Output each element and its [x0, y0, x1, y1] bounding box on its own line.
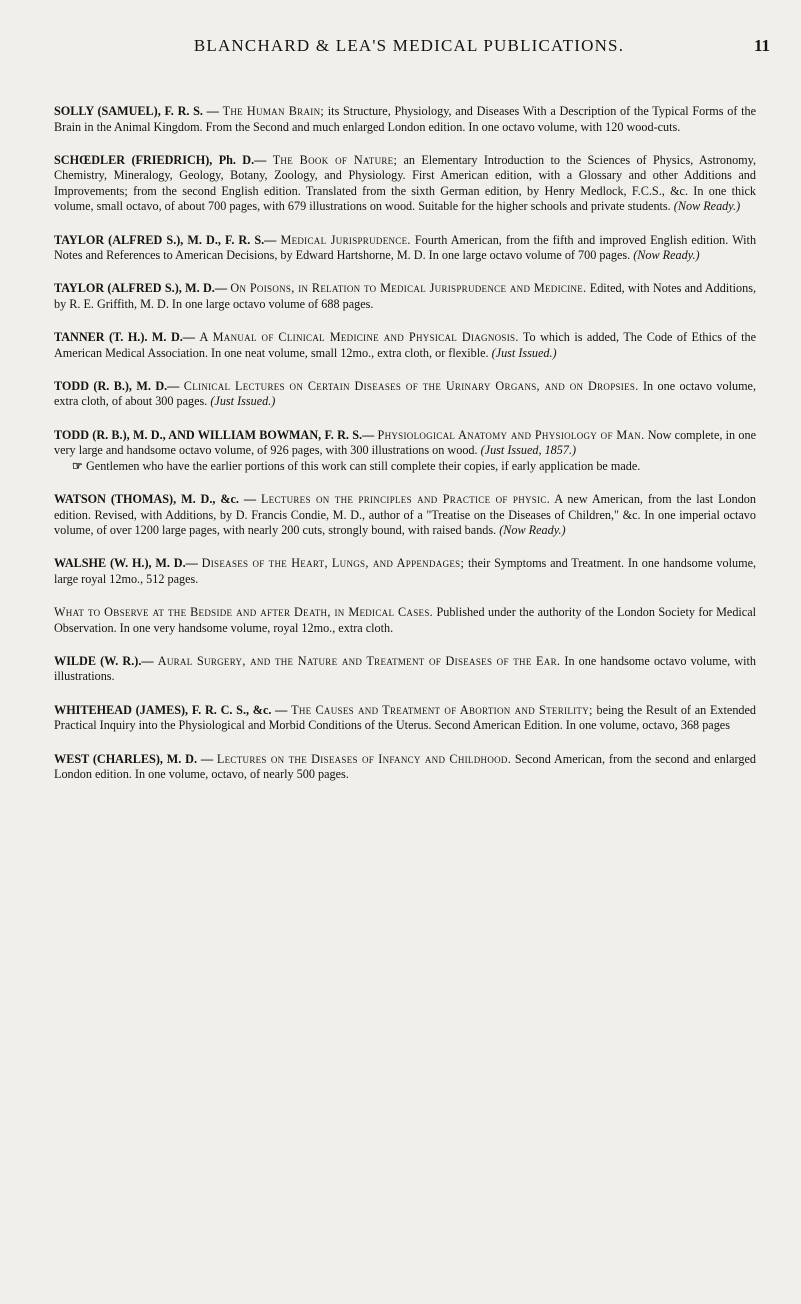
- entry-author: TODD (R. B.), M. D.—: [54, 379, 180, 394]
- entry-title: Lectures on the Diseases of Infancy and Childhood.: [216, 751, 512, 766]
- entry-status: (Now Ready.): [633, 248, 700, 263]
- entry-description: an Elementary Introduction to the Sciences of Physics, Astronomy, Chemistry, Mineralogy, Geology, Botany, Zoology, and Physiology. First American edition, with a Glossary and other Additions and Improvements; from the second English edition. Translated from the sixth German edition, by Henry Medlock, F.C.S., &c. In one thick volume, small octavo, of about 700 pages, with 679 illustrations on wood. Suitable for the higher schools and private students.: [54, 153, 757, 214]
- entry-description: To which is added, The Code of Ethics of the American Medical Association. In one neat volume, small 12mo., extra cloth, or flexible.: [54, 330, 756, 360]
- entry-description: Published under the authority of the London Society for Medical Observation. In one very handsome volume, royal 12mo., extra cloth.: [54, 605, 757, 635]
- entry-author: WALSHE (W. H.), M. D.—: [54, 556, 198, 571]
- catalogue-entry: [54, 233, 756, 264]
- catalogue-entry: [54, 654, 756, 685]
- entry-status: (Just Issued, 1857.): [480, 443, 577, 458]
- entry-status: (Just Issued.): [210, 394, 276, 409]
- catalogue-entries: [54, 92, 756, 800]
- catalogue-entry: [54, 379, 756, 410]
- entry-title: The Human Brain;: [222, 104, 325, 119]
- running-title: BLANCHARD & LEA'S MEDICAL PUBLICATIONS.: [193, 36, 625, 55]
- entry-description: Second American, from the second and enlarged London edition. In one volume, octavo, of nearly 500 pages.: [54, 751, 756, 781]
- page-header: [48, 34, 770, 60]
- entry-title: On Poisons, in Relation to Medical Jurisprudence and Medicine.: [230, 281, 587, 296]
- pointing-hand-icon: ☞: [72, 458, 83, 473]
- entry-author: TAYLOR (ALFRED S.), M. D.—: [54, 281, 228, 296]
- entry-title: Lectures on the principles and Practice of physic.: [260, 492, 551, 507]
- entry-title: What to Observe at the Bedside and after Death, in Medical Cases.: [54, 605, 433, 620]
- entry-author: TAYLOR (ALFRED S.), M. D., F. R. S.—: [54, 232, 277, 247]
- catalogue-entry: [54, 104, 756, 135]
- entry-description: their Symptoms and Treatment. In one handsome volume, large royal 12mo., 512 pages.: [54, 556, 757, 586]
- entry-title: Medical Jurisprudence.: [280, 232, 411, 247]
- catalogue-entry: [54, 153, 756, 215]
- entry-description: Now complete, in one very large and handsome octavo volume, of 926 pages, with 300 illustrations on wood.: [54, 427, 757, 458]
- entry-description: being the Result of an Extended Practical Inquiry into the Physiological and Morbid Conditions of the Uterus. Second American Edition. In one volume, octavo, 368 pages: [54, 702, 757, 733]
- entry-note-text: Gentlemen who have the earlier portions of this work can still complete their copies, if early application be made.: [85, 458, 641, 473]
- entry-author: SOLLY (SAMUEL), F. R. S. —: [54, 104, 219, 119]
- catalogue-entry: [54, 428, 756, 474]
- entry-author: SCHŒDLER (FRIEDRICH), Ph. D.—: [54, 153, 267, 167]
- catalogue-entry: [54, 703, 756, 734]
- entry-title: The Book of Nature;: [272, 153, 398, 167]
- entry-description: A new American, from the last London edition. Revised, with Additions, by D. Francis Condie, M. D., author of a "Treatise on the Diseases of Children," &c. In one imperial octavo volume, of over 1200 large pages, with nearly 200 cuts, strongly bound, with raised bands.: [54, 492, 756, 537]
- catalogue-entry: [54, 752, 756, 783]
- entry-description: Edited, with Notes and Additions, by R. E. Griffith, M. D. In one large octavo volume of 688 pages.: [54, 281, 757, 311]
- catalogue-entry: [54, 492, 756, 538]
- entry-description: In one octavo volume, extra cloth, of about 300 pages.: [54, 379, 757, 409]
- entry-title: Diseases of the Heart, Lungs, and Appendages;: [201, 556, 465, 571]
- page-number: 11: [753, 36, 770, 55]
- entry-description: In one handsome octavo volume, with illustrations.: [54, 653, 756, 684]
- entry-title: Physiological Anatomy and Physiology of Man.: [377, 427, 645, 442]
- entry-status: (Now Ready.): [499, 522, 566, 537]
- entry-author: TODD (R. B.), M. D., AND WILLIAM BOWMAN, F. R. S.—: [54, 427, 375, 442]
- entry-status: (Just Issued.): [491, 345, 557, 360]
- entry-status: (Now Ready.): [673, 199, 741, 214]
- entry-description: Fourth American, from the fifth and improved English edition. With Notes and References to American Decisions, by Edward Hartshorne, M. D. In one large octavo volume of 700 pages.: [54, 232, 757, 263]
- entry-title: Clinical Lectures on Certain Diseases of the Urinary Organs, and on Dropsies.: [183, 379, 639, 394]
- entry-title: A Manual of Clinical Medicine and Physical Diagnosis.: [199, 330, 519, 345]
- catalogue-entry: [54, 556, 756, 587]
- catalogue-entry: [54, 281, 756, 312]
- catalogue-entry: [54, 605, 756, 636]
- entry-note: [72, 459, 756, 474]
- entry-author: TANNER (T. H.). M. D.—: [54, 330, 195, 345]
- entry-author: WATSON (THOMAS), M. D., &c. —: [54, 492, 257, 507]
- entry-title: Aural Surgery, and the Nature and Treatment of Diseases of the Ear.: [157, 653, 561, 668]
- entry-author: WEST (CHARLES), M. D. —: [54, 751, 214, 766]
- entry-title: The Causes and Treatment of Abortion and Sterility;: [291, 702, 593, 717]
- entry-description: its Structure, Physiology, and Diseases With a Description of the Typical Forms of the Brain in the Animal Kingdom. From the Second and much enlarged London edition. In one octavo volume, with 120 wood-cuts.: [54, 104, 756, 134]
- entry-author: WILDE (W. R.).—: [54, 653, 154, 668]
- catalogue-entry: [54, 330, 756, 361]
- entry-author: WHITEHEAD (JAMES), F. R. C. S., &c. —: [54, 702, 288, 717]
